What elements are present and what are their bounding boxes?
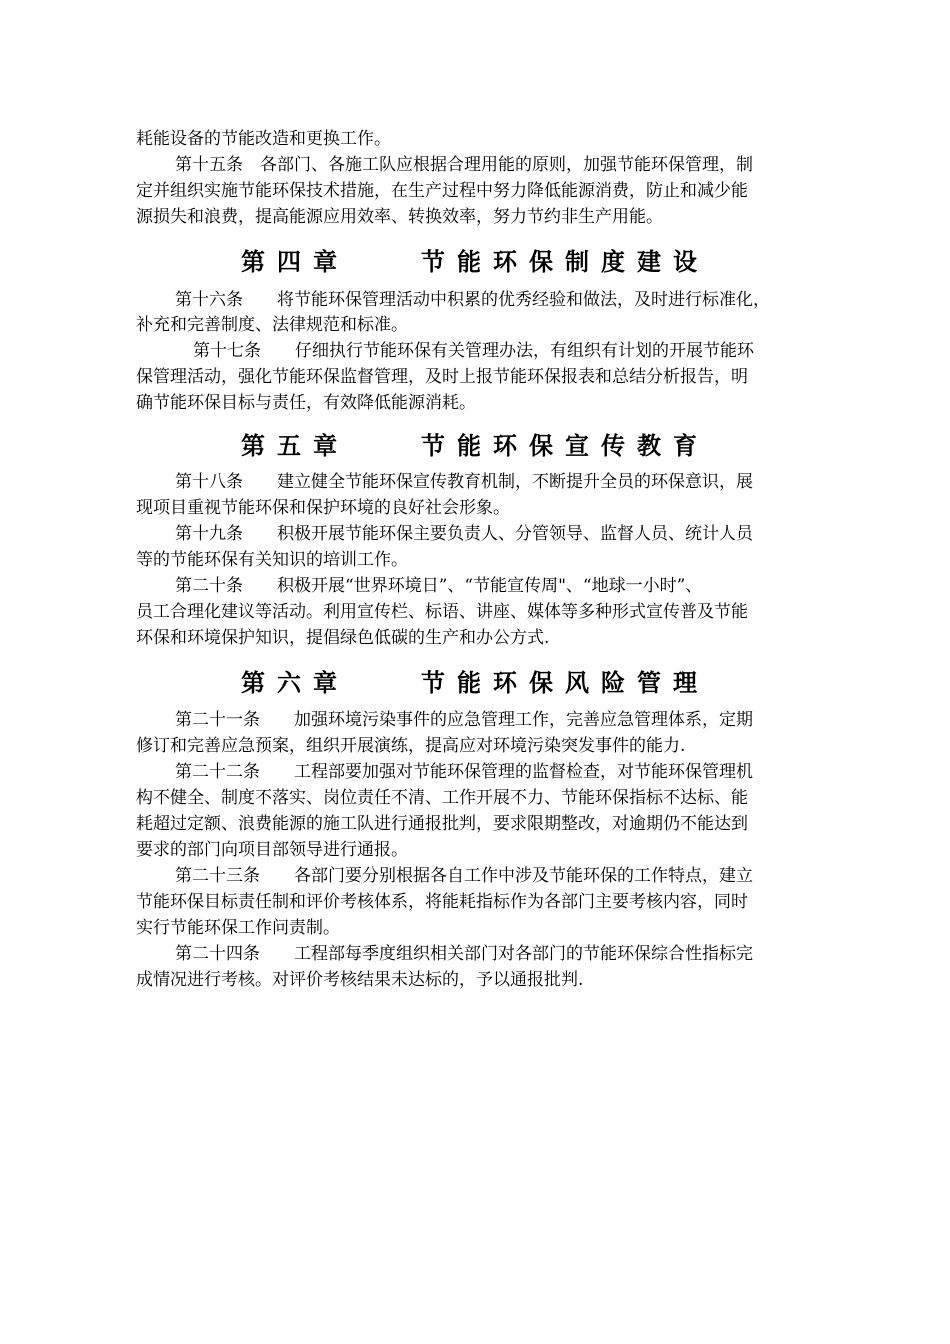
text-line: 保管理活动，强化节能环保监督管理，及时上报节能环保报表和总结分析报告，明 bbox=[136, 367, 748, 387]
article-24-line: 第二十四条 工程部每季度组织相关部门对各部门的节能环保综合性指标完 bbox=[175, 944, 753, 964]
text-line: 耗超过定额、浪费能源的施工队进行通报批判，要求限期整改，对逾期仍不能达到 bbox=[136, 814, 748, 834]
text-line: 定并组织实施节能环保技术措施，在生产过程中努力降低能源消费，防止和减少能 bbox=[136, 181, 748, 201]
text-line: 要求的部门向项目部领导进行通报。 bbox=[136, 840, 408, 860]
text-line: 修订和完善应急预案，组织开展演练，提高应对环境污染突发事件的能力. bbox=[136, 736, 686, 756]
article-18-line: 第十八条 建立健全节能环保宣传教育机制，不断提升全员的环保意识，展 bbox=[175, 472, 753, 492]
text-line: 等的节能环保有关知识的培训工作。 bbox=[136, 550, 408, 570]
article-22-line: 第二十二条 工程部要加强对节能环保管理的监督检查，对节能环保管理机 bbox=[175, 762, 753, 782]
text-line: 实行节能环保工作问责制。 bbox=[136, 918, 340, 938]
text-line: 员工合理化建议等活动。利用宣传栏、标语、讲座、媒体等多种形式宣传普及节能 bbox=[136, 602, 748, 622]
article-19-line: 第十九条 积极开展节能环保主要负责人、分管领导、监督人员、统计人员 bbox=[175, 524, 753, 544]
article-17-line: 第十七条 仔细执行节能环保有关管理办法，有组织有计划的开展节能环 bbox=[193, 341, 754, 361]
chapter-6-heading: 第六章 节能环保风险管理 bbox=[241, 669, 709, 697]
article-20-line: 第二十条 积极开展“世界环境日”、“节能宣传周"、“地球一小时”、 bbox=[175, 576, 703, 596]
text-line: 构不健全、制度不落实、岗位责任不清、工作开展不力、节能环保指标不达标、能 bbox=[136, 788, 748, 808]
text-line: 节能环保目标责任制和评价考核体系，将能耗指标作为各部门主要考核内容，同时 bbox=[136, 892, 748, 912]
text-line: 耗能设备的节能改造和更换工作。 bbox=[136, 129, 391, 149]
text-line: 成情况进行考核。对评价考核结果未达标的，予以通报批判. bbox=[136, 970, 584, 990]
article-23-line: 第二十三条 各部门要分别根据各自工作中涉及节能环保的工作特点，建立 bbox=[175, 866, 753, 886]
text-line: 源损失和浪费，提高能源应用效率、转换效率，努力节约非生产用能。 bbox=[136, 207, 663, 227]
chapter-5-heading: 第五章 节能环保宣传教育 bbox=[241, 432, 709, 460]
article-21-line: 第二十一条 加强环境污染事件的应急管理工作，完善应急管理体系，定期 bbox=[175, 710, 753, 730]
text-line: 补充和完善制度、法律规范和标准。 bbox=[136, 315, 408, 335]
text-line: 确节能环保目标与责任，有效降低能源消耗。 bbox=[136, 393, 476, 413]
text-line: 现项目重视节能环保和保护环境的良好社会形象。 bbox=[136, 498, 510, 518]
article-15-line: 第十五条 各部门、各施工队应根据合理用能的原则，加强节能环保管理，制 bbox=[175, 155, 753, 175]
article-16-line: 第十六条 将节能环保管理活动中积累的优秀经验和做法，及时进行标准化， bbox=[175, 290, 770, 310]
chapter-4-heading: 第四章 节能环保制度建设 bbox=[241, 248, 709, 276]
text-line: 环保和环境保护知识，提倡绿色低碳的生产和办公方式. bbox=[136, 628, 550, 648]
